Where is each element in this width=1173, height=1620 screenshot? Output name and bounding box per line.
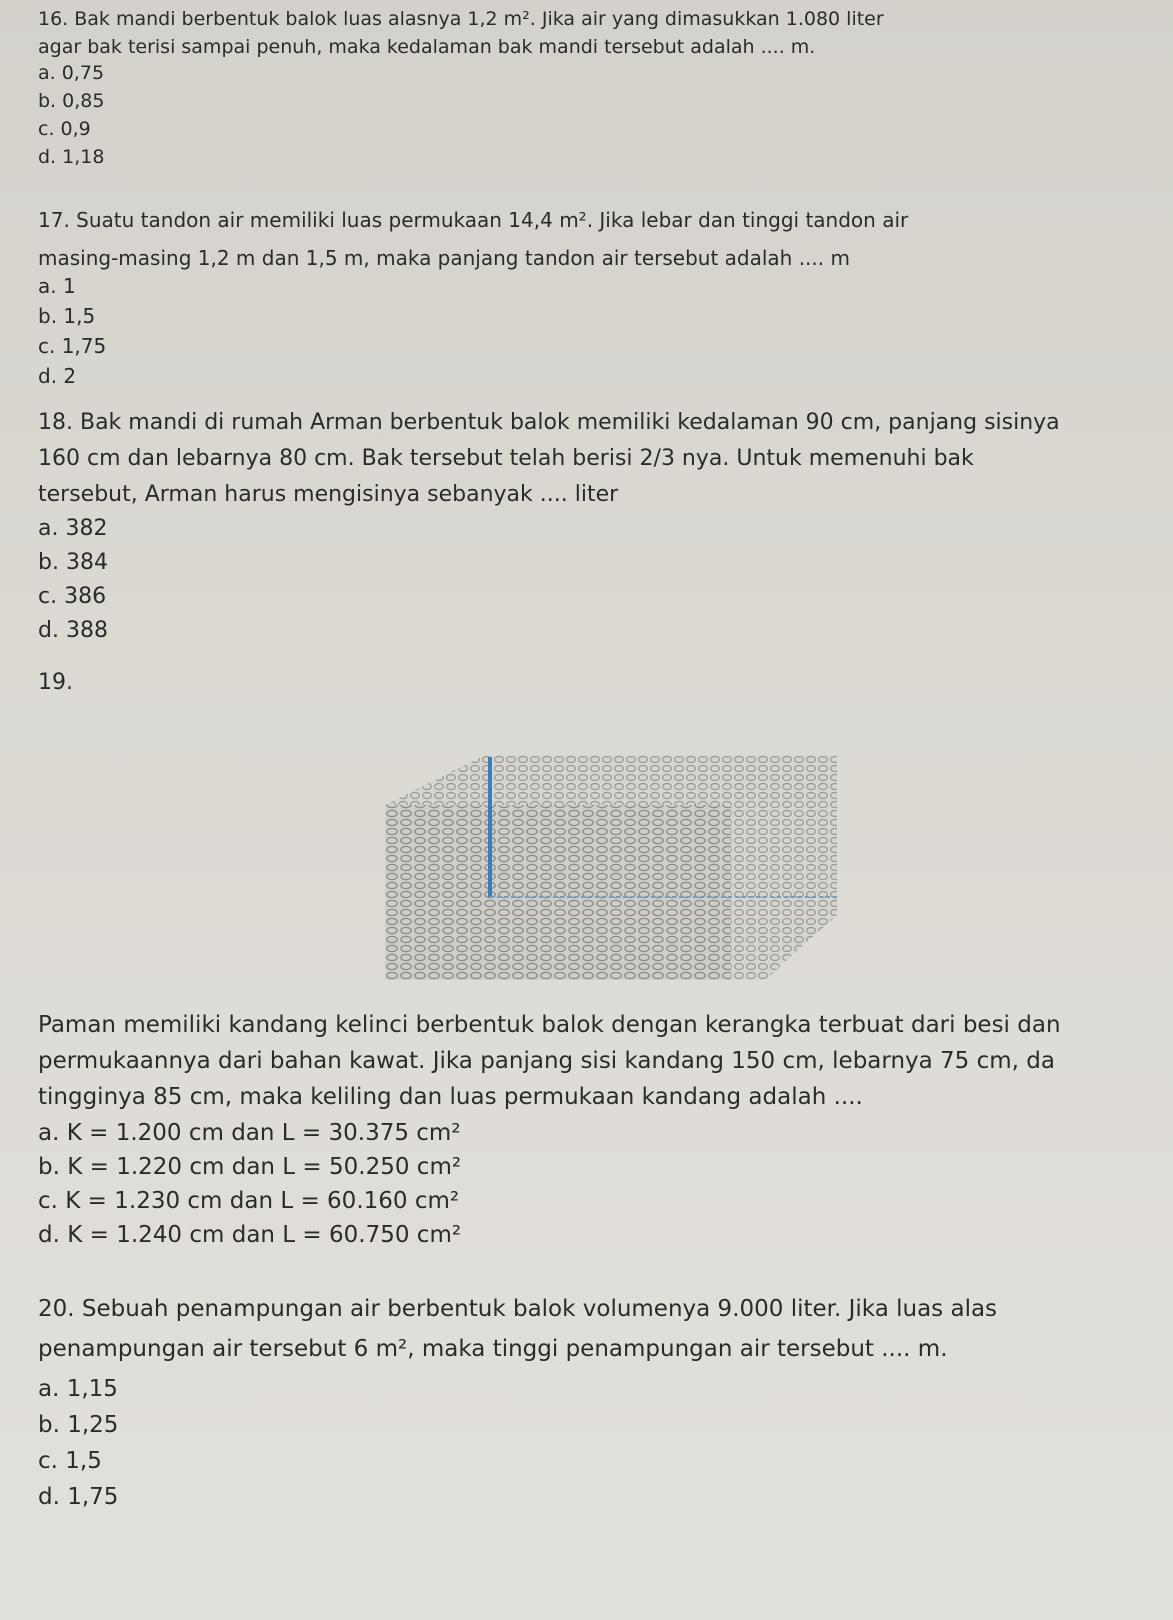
question-19-option-a: a. K = 1.200 cm dan L = 30.375 cm²	[38, 1120, 461, 1146]
question-18-text-line3: tersebut, Arman harus mengisinya sebanyak .... liter	[38, 482, 619, 507]
question-20-text-line1: 20. Sebuah penampungan air berbentuk balok volumenya 9.000 liter. Jika luas alas	[38, 1296, 998, 1322]
question-16-option-c: c. 0,9	[38, 118, 91, 140]
question-16-option-d: d. 1,18	[38, 146, 105, 168]
question-18-option-b: b. 384	[38, 550, 108, 575]
question-16-text-line1: 16. Bak mandi berbentuk balok luas alasnya 1,2 m². Jika air yang dimasukkan 1.080 liter	[38, 8, 884, 30]
question-19-text-line1: Paman memiliki kandang kelinci berbentuk balok dengan kerangka terbuat dari besi dan	[38, 1012, 1061, 1038]
rabbit-cage-figure	[385, 755, 885, 980]
question-19-text-line3: tingginya 85 cm, maka keliling dan luas permukaan kandang adalah ....	[38, 1084, 863, 1110]
question-17-text-line1: 17. Suatu tandon air memiliki luas permukaan 14,4 m². Jika lebar dan tinggi tandon air	[38, 208, 909, 232]
question-18-text-line1: 18. Bak mandi di rumah Arman berbentuk balok memiliki kedalaman 90 cm, panjang sisinya	[38, 410, 1060, 435]
question-20-option-b: b. 1,25	[38, 1412, 119, 1438]
question-19-number: 19.	[38, 670, 73, 695]
question-18-option-a: a. 382	[38, 516, 108, 541]
question-17-option-c: c. 1,75	[38, 334, 107, 358]
question-20-text-line2: penampungan air tersebut 6 m², maka tinggi penampungan air tersebut .... m.	[38, 1336, 948, 1362]
question-20-option-c: c. 1,5	[38, 1448, 102, 1474]
question-16-option-a: a. 0,75	[38, 62, 105, 84]
question-18-option-d: d. 388	[38, 618, 108, 643]
question-20-option-d: d. 1,75	[38, 1484, 119, 1510]
question-17-option-a: a. 1	[38, 274, 76, 298]
question-16-text-line2: agar bak terisi sampai penuh, maka kedalaman bak mandi tersebut adalah .... m.	[38, 36, 816, 58]
question-17-option-d: d. 2	[38, 364, 77, 388]
cage-front-face	[385, 805, 731, 980]
question-19-text-line2: permukaannya dari bahan kawat. Jika panjang sisi kandang 150 cm, lebarnya 75 cm, da	[38, 1048, 1055, 1074]
question-17-text-line2: masing-masing 1,2 m dan 1,5 m, maka panjang tandon air tersebut adalah .... m	[38, 246, 850, 270]
question-18-text-line2: 160 cm dan lebarnya 80 cm. Bak tersebut telah berisi 2/3 nya. Untuk memenuhi bak	[38, 446, 974, 471]
question-18-option-c: c. 386	[38, 584, 107, 609]
question-19-option-b: b. K = 1.220 cm dan L = 50.250 cm²	[38, 1154, 462, 1180]
question-17-option-b: b. 1,5	[38, 304, 96, 328]
question-16-option-b: b. 0,85	[38, 90, 105, 112]
question-19-option-c: c. K = 1.230 cm dan L = 60.160 cm²	[38, 1188, 460, 1214]
question-19-option-d: d. K = 1.240 cm dan L = 60.750 cm²	[38, 1222, 462, 1248]
question-20-option-a: a. 1,15	[38, 1376, 118, 1402]
